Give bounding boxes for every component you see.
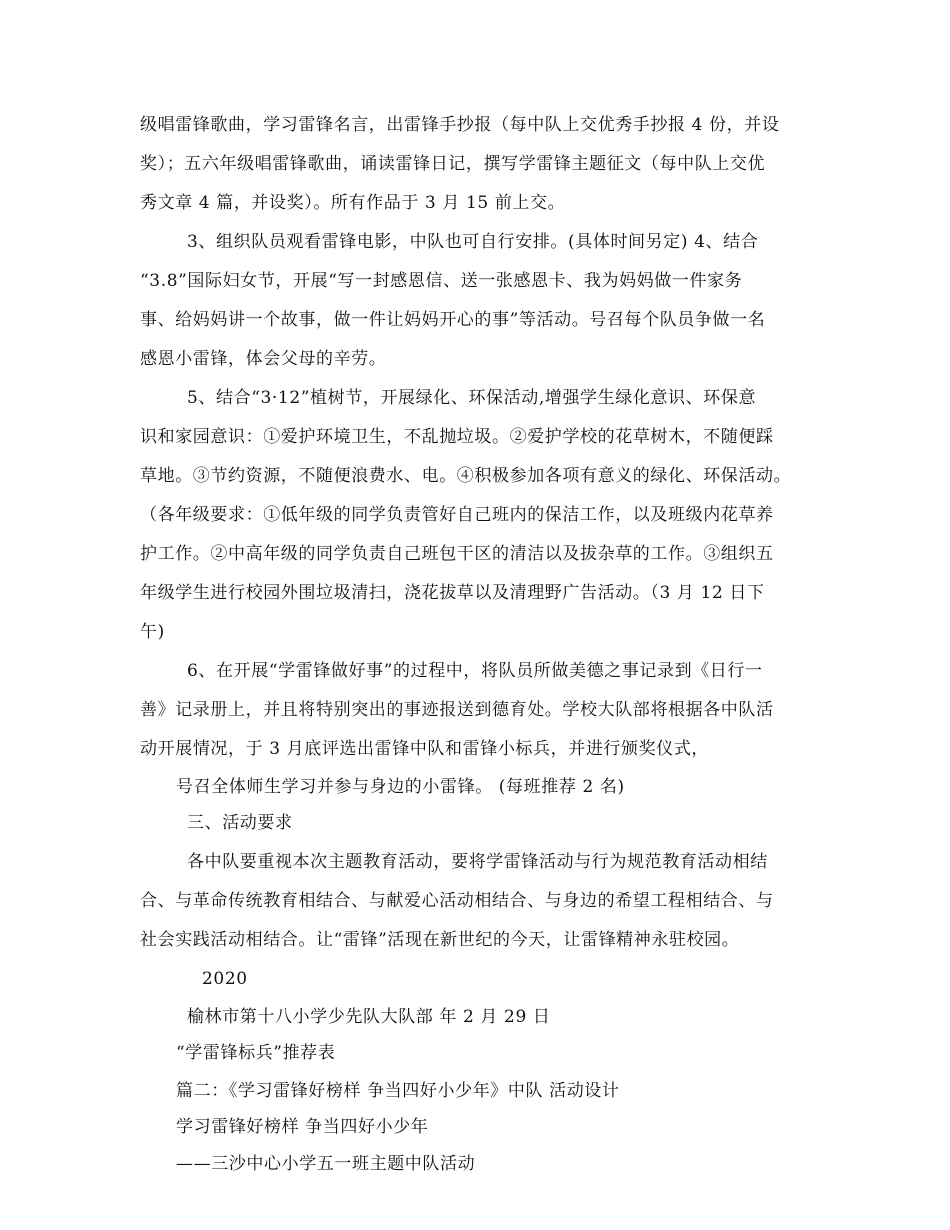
form-title: “学雷锋标兵”推荐表	[176, 1043, 336, 1063]
article-title: 篇二：《学习雷锋好榜样 争当四好小少年》中队 活动设计	[176, 1081, 620, 1101]
text-line: 年级学生进行校园外围垃圾清扫，浇花拔草以及清理野广告活动。（3 月 12 日下	[140, 583, 765, 603]
text-line: 午)	[140, 622, 165, 642]
text-line: 护工作。②中高年级的同学负责自己班包干区的清洁以及拔杂草的工作。③组织五	[140, 544, 774, 564]
text-line: 级唱雷锋歌曲，学习雷锋名言，出雷锋手抄报（每中队上交优秀手抄报 4 份，并设	[140, 115, 780, 135]
text-line: 6、在开展“学雷锋做好事”的过程中，将队员所做美德之事记录到《日行一	[187, 661, 763, 681]
text-line: 各中队要重视本次主题教育活动，要将学雷锋活动与行为规范教育活动相结	[187, 852, 768, 872]
signature-line: 榆林市第十八小学少先队大队部 年 2 月 29 日	[187, 1007, 551, 1027]
text-line: 感恩小雷锋，体会父母的辛劳。	[140, 349, 387, 369]
text-line: 善》记录册上，并且将特别突出的事迹报送到德育处。学校大队部将根据各中队活	[140, 700, 774, 720]
text-line: 动开展情况，于 3 月底评选出雷锋中队和雷锋小标兵，并进行颁奖仪式，	[140, 739, 710, 759]
year-text: 2020	[202, 969, 248, 989]
article-subtitle: ——三沙中心小学五一班主题中队活动	[176, 1154, 476, 1174]
section-heading: 三、活动要求	[187, 813, 293, 833]
text-line: 秀文章 4 篇，并设奖）。所有作品于 3 月 15 前上交。	[140, 193, 566, 213]
text-line: 草地。③节约资源，不随便浪费水、电。④积极参加各项有意义的绿化、环保活动。	[140, 466, 792, 486]
text-line: 5、结合“3·12”植树节，开展绿化、环保活动,增强学生绿化意识、环保意	[187, 388, 757, 408]
text-line: 事、给妈妈讲一个故事，做一件让妈妈开心的事”等活动。号召每个队员争做一名	[140, 310, 766, 330]
text-line: 奖）；五六年级唱雷锋歌曲，诵读雷锋日记，撰写学雷锋主题征文（每中队上交优	[140, 154, 766, 174]
text-line: 社会实践活动相结合。让“雷锋”活现在新世纪的今天，让雷锋精神永驻校园。	[140, 930, 740, 950]
text-line: 号召全体师生学习并参与身边的小雷锋。 (每班推荐 2 名)	[176, 777, 625, 797]
text-line: 合、与革命传统教育相结合、与献爱心活动相结合、与身边的希望工程相结合、与	[140, 891, 774, 911]
article-heading: 学习雷锋好榜样 争当四好小少年	[176, 1117, 429, 1137]
text-line: 3、组织队员观看雷锋电影，中队也可自行安排。(具体时间另定) 4、结合	[187, 232, 759, 252]
text-line: “3.8”国际妇女节，开展“写一封感恩信、送一张感恩卡、我为妈妈做一件家务	[140, 271, 743, 291]
text-line: 识和家园意识：①爱护环境卫生，不乱抛垃圾。②爱护学校的花草树木，不随便踩	[140, 427, 774, 447]
text-line: （各年级要求：①低年级的同学负责管好自己班内的保洁工作，以及班级内花草养	[140, 505, 774, 525]
